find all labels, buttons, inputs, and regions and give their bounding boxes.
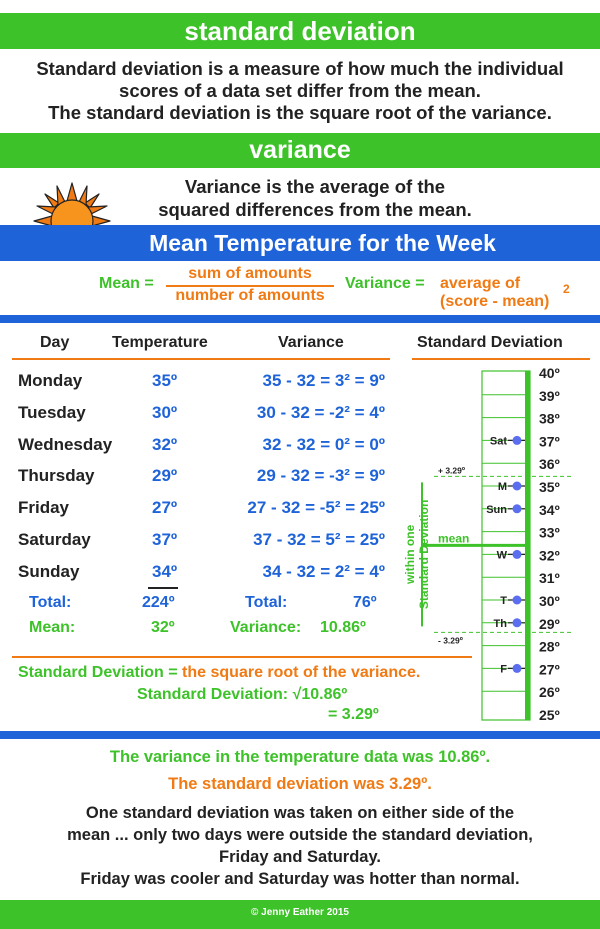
header-variance: Variance [278, 334, 344, 351]
variance-line-2: squared differences from the mean. [158, 199, 472, 220]
scale-tick-label: 29º [539, 615, 560, 632]
data-point [513, 550, 522, 559]
total-label: Total: [29, 594, 72, 611]
data-point-label: Th [493, 617, 507, 630]
data-point [513, 436, 522, 445]
within-label-1: within one [403, 524, 417, 585]
temp-wednesday: 32º [152, 435, 178, 454]
variance-title: variance [249, 136, 351, 164]
scale-tick-label: 31º [539, 570, 560, 587]
calc-wednesday: 32 - 32 = 0² = 0º [262, 435, 385, 454]
calc-saturday: 37 - 32 = 5² = 25º [253, 530, 385, 549]
conclusion-explanation [0, 802, 600, 890]
data-point [513, 618, 522, 627]
mean-formula-label: Mean = [99, 275, 154, 292]
variance-formula-label: Variance = [345, 275, 425, 292]
sd-definition-text: the square root of the variance. [182, 664, 421, 681]
day-monday: Monday [18, 371, 83, 390]
scale-tick-label: 32º [539, 547, 560, 564]
intro-line-1: Standard deviation is a measure of how much the individual [36, 58, 564, 79]
calc-sunday: 34 - 32 = 2² = 4º [262, 562, 385, 581]
variance-line-1: Variance is the average of the [184, 176, 446, 197]
scale-tick-label: 33º [539, 524, 560, 541]
upper-sd-label: + 3.29º [438, 465, 465, 476]
temp-saturday: 37º [152, 530, 178, 549]
temp-thursday: 29º [152, 466, 178, 485]
conclusion-line-5: Friday and Saturday. [219, 848, 381, 866]
scale-tick-label: 25º [539, 707, 560, 723]
data-point [513, 504, 522, 513]
header-temperature: Temperature [112, 334, 208, 351]
data-point-label: F [500, 663, 507, 676]
day-thursday: Thursday [18, 466, 95, 485]
total-variance: 76º [353, 594, 377, 611]
scale-tick-label: 36º [539, 456, 560, 473]
data-point [513, 482, 522, 491]
data-point-label: T [500, 595, 507, 607]
intro-line-2: scores of a data set differ from the mean. [119, 80, 481, 101]
total-variance-label: Total: [245, 594, 288, 611]
page-title: standard deviation [184, 16, 416, 46]
mean-value: 32º [151, 619, 175, 636]
total-underline [148, 587, 178, 589]
copyright: © Jenny Eather 2015 [251, 907, 349, 918]
scale-tick-label: 27º [539, 661, 560, 678]
scale-tick-label: 34º [539, 501, 560, 518]
formula-row [0, 263, 600, 309]
mean-temperature-title: Mean Temperature for the Week [149, 230, 496, 256]
variance-exponent: 2 [563, 282, 570, 296]
header-day: Day [40, 334, 70, 351]
data-point-label: M [497, 481, 507, 493]
mean-numerator: sum of amounts [188, 265, 312, 282]
sd-definition [18, 664, 420, 682]
variance-value: 10.86º [320, 619, 366, 636]
scale-tick-label: 40º [539, 365, 560, 381]
variance-label: Variance: [230, 619, 302, 636]
conclusion-sd: The standard deviation was 3.29º. [168, 775, 432, 793]
temp-monday: 35º [152, 371, 178, 390]
scale-tick-label: 30º [539, 593, 560, 609]
variance-definition [110, 175, 520, 221]
scale-tick-label: 38º [539, 410, 560, 427]
mean-denominator: number of amounts [175, 287, 325, 304]
sd-definition-label: Standard Deviation = [18, 664, 178, 681]
day-friday: Friday [18, 498, 70, 517]
scale-tick-label: 37º [539, 433, 560, 450]
calc-friday: 27 - 32 = -5² = 25º [247, 498, 385, 517]
total-temperature: 224º [142, 594, 175, 611]
sd-scale [400, 360, 600, 730]
header-standard-deviation: Standard Deviation [417, 334, 563, 351]
calc-thursday: 29 - 32 = -3² = 9º [256, 466, 385, 485]
day-saturday: Saturday [18, 530, 91, 549]
divider-bottom [0, 731, 600, 739]
temp-tuesday: 30º [152, 403, 178, 422]
variance-formula-text-1: average of [440, 275, 521, 292]
intro-line-3: The standard deviation is the square root of the variance. [48, 102, 552, 123]
lower-sd-label: - 3.29º [438, 635, 463, 646]
header-underline-left [12, 358, 390, 360]
divider-top [0, 315, 600, 323]
data-point [513, 664, 522, 673]
temp-sunday: 34º [152, 562, 178, 581]
conclusion-line-4: mean ... only two days were outside the standard deviation, [67, 826, 533, 844]
sd-calculation: Standard Deviation: √10.86º [137, 686, 348, 703]
data-point [513, 596, 522, 605]
scale-tick-label: 28º [539, 638, 560, 655]
within-label-2: Standard Deviation [417, 499, 431, 610]
scale-tick-label: 35º [539, 479, 560, 495]
scale-tick-label: 26º [539, 684, 560, 701]
variance-band [0, 133, 600, 168]
day-wednesday: Wednesday [18, 435, 113, 454]
title-band [0, 13, 600, 49]
day-tuesday: Tuesday [18, 403, 86, 422]
sd-result: = 3.29º [328, 706, 379, 723]
data-point-label: Sat [489, 435, 507, 448]
mean-temperature-band [0, 225, 600, 261]
calc-tuesday: 30 - 32 = -2² = 4º [256, 403, 385, 422]
mean-label: Mean: [29, 619, 76, 636]
data-point-label: W [496, 549, 507, 562]
calc-monday: 35 - 32 = 3² = 9º [262, 371, 385, 390]
conclusion-line-6: Friday was cooler and Saturday was hotter than normal. [80, 870, 520, 888]
scale-axis [525, 371, 530, 720]
temp-friday: 27º [152, 498, 178, 517]
mean-marker-label: mean [438, 531, 470, 546]
footer [0, 900, 600, 929]
conclusion-variance: The variance in the temperature data was 10.86º. [109, 748, 491, 766]
data-point-label: Sun [486, 503, 507, 516]
day-sunday: Sunday [18, 562, 80, 581]
conclusion-line-3: One standard deviation was taken on either side of the [85, 804, 515, 822]
intro-text [0, 58, 600, 124]
scale-tick-label: 39º [539, 387, 560, 404]
variance-formula-text-2: (score - mean) [440, 293, 550, 310]
